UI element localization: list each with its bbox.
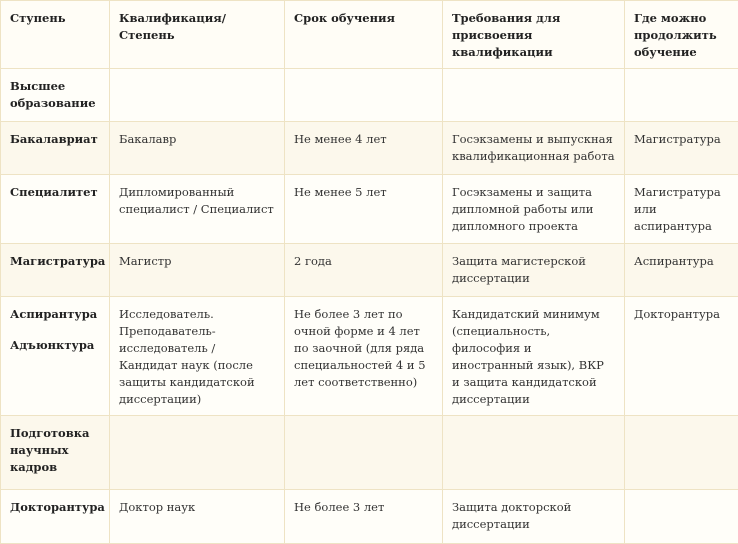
cell-qualification <box>110 416 285 490</box>
cell-duration <box>285 69 443 122</box>
cell-continue <box>625 416 738 490</box>
cell-requirements: Госэкзамены и выпускная квалификационная работа <box>443 122 625 175</box>
header-qualification: Квалификация/ Степень <box>110 1 285 69</box>
cell-stage: Магистратура <box>1 244 110 297</box>
cell-requirements: Кандидатский минимум (специальность, философия и иностранный язык), ВКР и защита кандидатской диссертации <box>443 297 625 416</box>
cell-duration: Не более 3 лет <box>285 490 443 544</box>
cell-stage: Подготовка научных кадров <box>1 416 110 490</box>
cell-stage: Высшее образование <box>1 69 110 122</box>
cell-continue: Магистратура или аспирантура <box>625 175 738 244</box>
cell-requirements: Госэкзамены и защита дипломной работы или дипломного проекта <box>443 175 625 244</box>
cell-qualification: Доктор наук <box>110 490 285 544</box>
table-header-row <box>1 1 738 69</box>
cell-requirements: Защита магистерской диссертации <box>443 244 625 297</box>
table-row <box>1 69 738 122</box>
table-row <box>1 244 738 297</box>
cell-stage: Докторантура <box>1 490 110 544</box>
cell-qualification: Магистр <box>110 244 285 297</box>
cell-stage: Бакалавриат <box>1 122 110 175</box>
cell-qualification: Исследователь. Преподаватель-исследователь / Кандидат наук (после защиты кандидатской диссертации) <box>110 297 285 416</box>
table-row <box>1 297 738 416</box>
cell-qualification: Бакалавр <box>110 122 285 175</box>
cell-qualification <box>110 69 285 122</box>
cell-stage: Специалитет <box>1 175 110 244</box>
cell-duration <box>285 416 443 490</box>
table-row <box>1 122 738 175</box>
header-continue: Где можно продолжить обучение <box>625 1 738 69</box>
stage-name-extra: Адъюнктура <box>10 337 100 354</box>
table-row <box>1 490 738 544</box>
cell-stage <box>1 297 110 416</box>
header-stage: Ступень <box>1 1 110 69</box>
table-row <box>1 175 738 244</box>
cell-continue <box>625 69 738 122</box>
cell-duration: Не более 3 лет по очной форме и 4 лет по заочной (для ряда специальностей 4 и 5 лет соответственно) <box>285 297 443 416</box>
cell-requirements <box>443 69 625 122</box>
cell-continue <box>625 490 738 544</box>
cell-duration: Не менее 4 лет <box>285 122 443 175</box>
cell-duration: Не менее 5 лет <box>285 175 443 244</box>
table-row <box>1 416 738 490</box>
cell-continue: Аспирантура <box>625 244 738 297</box>
cell-qualification: Дипломированный специалист / Специалист <box>110 175 285 244</box>
header-requirements: Требования для присвоения квалификации <box>443 1 625 69</box>
cell-duration: 2 года <box>285 244 443 297</box>
stage-name: Аспирантура <box>10 307 97 321</box>
cell-requirements <box>443 416 625 490</box>
cell-requirements: Защита докторской диссертации <box>443 490 625 544</box>
cell-continue: Магистратура <box>625 122 738 175</box>
cell-continue: Докторантура <box>625 297 738 416</box>
header-duration: Срок обучения <box>285 1 443 69</box>
